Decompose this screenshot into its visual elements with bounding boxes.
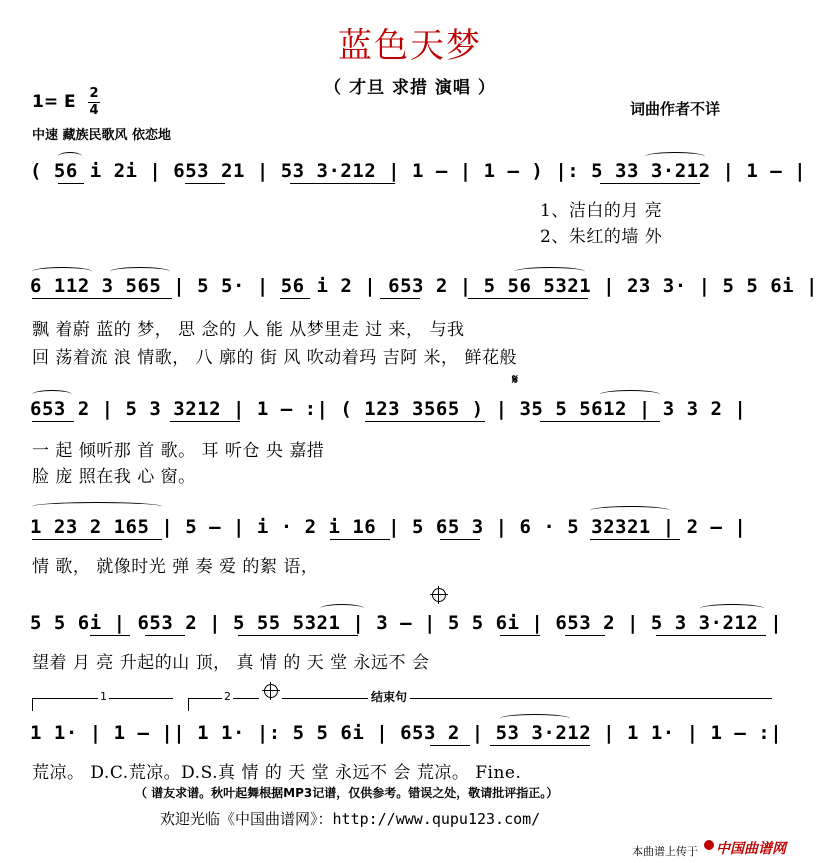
lyric-verse-1: 1、洁白的月 亮 bbox=[540, 201, 663, 221]
notation-row-3: 653 2 | 5 3 3212 | 1 – :| ( 123 3565 ) | 35 5 5612 | 3 3 2 | bbox=[30, 398, 747, 420]
volta-number-2: 2 bbox=[224, 690, 231, 703]
underline-beam bbox=[58, 183, 84, 184]
slur-mark bbox=[58, 152, 82, 161]
underline-beam bbox=[290, 183, 395, 184]
lyric-verse-1: 情 歌， 就像时光 弹 奏 爱 的絮 语， bbox=[32, 557, 319, 577]
lyric-verse-1: 一 起 倾听那 首 歌。 耳 听仓 央 嘉措 bbox=[32, 441, 325, 461]
notation-row-4: 1 23 2 165 | 5 – | i · 2 i 16 | 5 65 3 | 6 · 5 32321 | 2 – | bbox=[30, 516, 747, 538]
underline-beam bbox=[600, 183, 700, 184]
underline-beam bbox=[500, 635, 540, 636]
time-signature bbox=[88, 87, 100, 118]
lyric-verse-2: 2、朱红的墙 外 bbox=[540, 227, 663, 247]
slur-mark bbox=[590, 506, 670, 515]
lyric-verse-2: 回 荡着流 浪 情歌， 八 廓的 街 风 吹动着玛 吉阿 米， 鲜花般 bbox=[32, 348, 517, 368]
slur-mark bbox=[515, 267, 585, 276]
notation-row-6: 1 1· | 1 – || 1 1· |: 5 5 6i | 653 2 | 53 3·212 | 1 1· | 1 – :| bbox=[30, 722, 783, 744]
underline-beam bbox=[32, 421, 74, 422]
ending-line bbox=[282, 698, 772, 699]
notation-row-2: 6 112 3 565 | 5 5· | 56 i 2 | 653 2 | 5 56 5321 | 23 3· | 5 5 6i | bbox=[30, 275, 818, 297]
slur-mark bbox=[600, 390, 660, 399]
underline-beam bbox=[170, 421, 240, 422]
underline-beam bbox=[90, 635, 130, 636]
lyric-verse-2: 脸 庞 照在我 心 窗。 bbox=[32, 467, 196, 487]
underline-beam bbox=[565, 635, 605, 636]
slur-mark bbox=[645, 152, 705, 161]
underline-beam bbox=[32, 539, 162, 540]
slur-mark bbox=[700, 604, 764, 613]
underline-beam bbox=[32, 298, 172, 299]
upload-credit: 本曲谱上传于 bbox=[632, 845, 698, 858]
underline-beam bbox=[280, 298, 310, 299]
underline-beam bbox=[185, 183, 225, 184]
underline-beam bbox=[330, 539, 390, 540]
underline-beam bbox=[540, 421, 660, 422]
ending-label: 结束句 bbox=[368, 688, 410, 705]
underline-beam bbox=[490, 745, 590, 746]
underline-beam bbox=[440, 539, 480, 540]
lyric-verse-1: 荒凉。 D.C.荒凉。D.S.真 情 的 天 堂 永远不 会 荒凉。 Fine. bbox=[32, 763, 522, 783]
time-signature-bottom: 4 bbox=[89, 103, 99, 118]
slur-mark bbox=[32, 390, 72, 399]
key-signature: 1= E bbox=[32, 92, 76, 112]
lyric-verse-1: 望着 月 亮 升起的山 顶， 真 情 的 天 堂 永远不 会 bbox=[32, 653, 430, 673]
notation-row-5: 5 5 6i | 653 2 | 5 55 5321 | 3 – | 5 5 6i | 653 2 | 5 3 3·212 | bbox=[30, 612, 783, 634]
singers-line: （ 才旦 求措 演唱 ） bbox=[324, 78, 496, 98]
underline-beam bbox=[468, 298, 588, 299]
underline-beam bbox=[380, 298, 420, 299]
slur-mark bbox=[32, 502, 162, 511]
slur-mark bbox=[32, 267, 92, 276]
time-signature-top: 2 bbox=[89, 86, 99, 101]
site-welcome-link[interactable]: 欢迎光临《中国曲谱网》：http://www.qupu123.com/ bbox=[160, 810, 541, 828]
author-credit: 词曲作者不详 bbox=[630, 100, 721, 118]
song-title: 蓝色天梦 bbox=[338, 26, 482, 66]
logo-icon bbox=[704, 840, 714, 850]
coda-sign bbox=[432, 588, 446, 602]
underline-beam bbox=[238, 635, 358, 636]
underline-beam bbox=[656, 635, 766, 636]
underline-beam bbox=[365, 421, 485, 422]
lyric-verse-1: 飘 着蔚 蓝的 梦， 思 念的 人 能 从梦里走 过 来， 与我 bbox=[32, 320, 465, 340]
slur-mark bbox=[110, 267, 170, 276]
underline-beam bbox=[145, 635, 185, 636]
volta-number-1: 1 bbox=[100, 690, 107, 703]
underline-beam bbox=[430, 745, 470, 746]
notation-row-1: ( 56 i 2i | 653 21 | 53 3·212 | 1 – | 1 – ) |: 5 33 3·212 | 1 – | bbox=[30, 160, 807, 182]
site-logo[interactable]: 中国曲谱网 bbox=[716, 841, 786, 857]
underline-beam bbox=[590, 539, 680, 540]
segno-sign: 𝄋 bbox=[512, 372, 519, 388]
slur-mark bbox=[320, 604, 364, 613]
slur-mark bbox=[500, 714, 570, 723]
coda-sign bbox=[264, 684, 278, 698]
tempo-marking: 中速 藏族民歌风 依恋地 bbox=[32, 128, 172, 143]
transcription-note: （ 谱友求谱。秋叶起舞根据MP3记谱，仅供参考。错误之处，敬请批评指正。） bbox=[135, 786, 559, 800]
